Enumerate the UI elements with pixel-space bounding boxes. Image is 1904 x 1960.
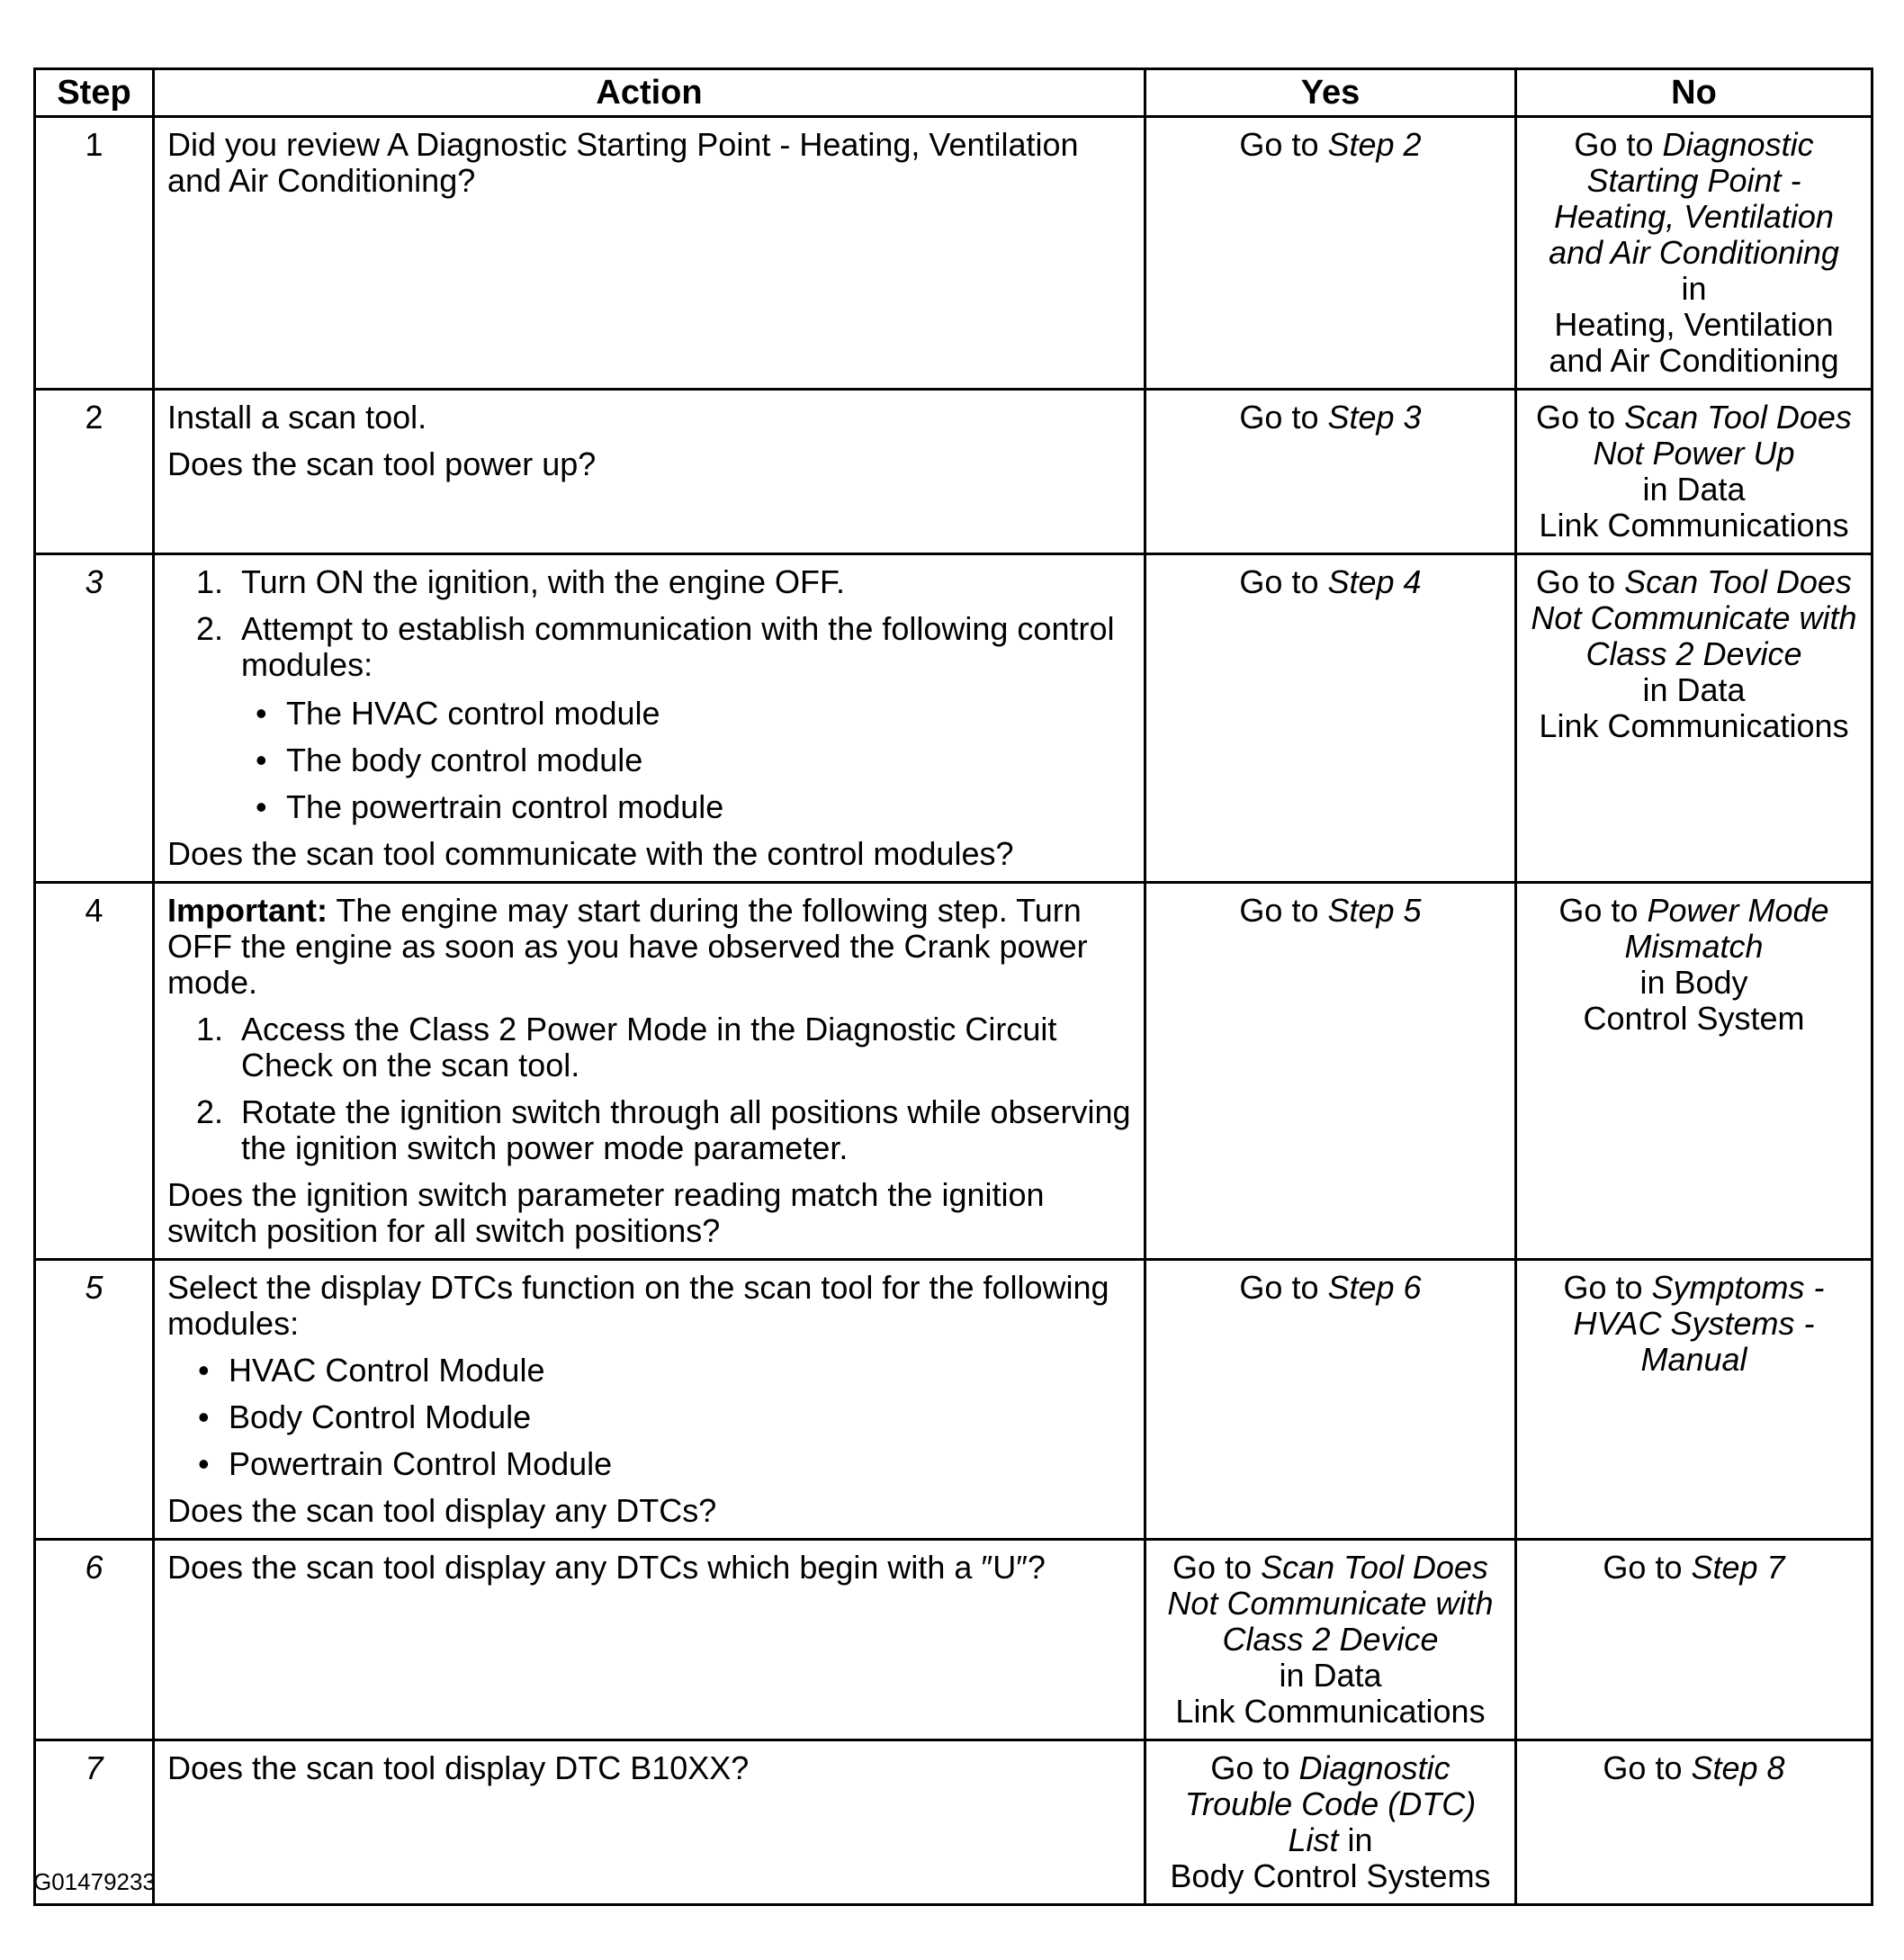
table-row [35,883,1873,1260]
numbered-list [167,1011,1131,1166]
bullet-icon: • [198,1352,210,1389]
action-cell [154,1740,1145,1905]
doc-link: Symptoms - [1651,1269,1825,1306]
table-row [35,554,1873,883]
list-item: • Body Control Module [198,1398,532,1435]
action-question: Does the scan tool display DTC B10XX? [167,1749,750,1786]
list-item: • The body control module [256,742,643,778]
doc-link: Scan Tool Does [1624,399,1852,436]
action-cell [154,1540,1145,1740]
action-question: Does the ignition switch parameter reading match the ignition switch position for all switch positions? [167,1176,1045,1249]
step-link: Step 4 [1327,563,1422,600]
list-item: 1. Turn ON the ignition, with the engine OFF. [196,563,845,600]
step-link: Step 6 [1327,1269,1422,1306]
no-cell: Go to Symptoms - HVAC Systems - Manual [1516,1260,1873,1540]
list-item: • HVAC Control Module [198,1352,545,1389]
action-question: Did you review A Diagnostic Starting Point - Heating, Ventilation and Air Conditioning? [167,126,1079,199]
step-number: 6 [35,1540,154,1740]
table-row [35,1540,1873,1740]
header-no: No [1516,69,1873,117]
doc-link: Diagnostic [1298,1749,1450,1786]
action-question: Does the scan tool display any DTCs? [167,1492,717,1529]
header-action: Action [154,69,1145,117]
step-link: Step 2 [1327,126,1422,163]
bullet-list [167,1353,1131,1482]
doc-link: Diagnostic [1662,126,1814,163]
action-cell [154,554,1145,883]
step-number: 7 [35,1740,154,1905]
yes-cell: Go to Step 3 [1145,390,1516,554]
step-number: 2 [35,390,154,554]
action-cell [154,883,1145,1260]
numbered-list [167,564,1131,683]
step-number: 3 [35,554,154,883]
table-row [35,390,1873,554]
step-link: Step 3 [1327,399,1422,436]
figure-id: G01479233 [33,1868,156,1895]
list-item: • The HVAC control module [256,695,660,732]
step-link: Step 5 [1327,892,1422,929]
bullet-icon: • [256,742,267,778]
header-yes: Yes [1145,69,1516,117]
yes-cell: Go to Step 6 [1145,1260,1516,1540]
important-label: Important: [167,892,328,929]
bullet-list [167,696,1131,825]
yes-cell: Go to Diagnostic Trouble Code (DTC) List in Body Control Systems [1145,1740,1516,1905]
no-cell: Go to Step 7 [1516,1540,1873,1740]
list-item: • The powertrain control module [256,788,724,825]
step-link: Step 8 [1691,1749,1785,1786]
list-item: 2. Rotate the ignition switch through all positions while observing the ignition switch power mode parameter. [196,1093,1131,1166]
action-cell [154,1260,1145,1540]
action-cell [154,117,1145,390]
doc-link: Power Mode [1647,892,1829,929]
bullet-icon: • [256,788,267,825]
bullet-icon: • [198,1445,210,1482]
doc-link: Scan Tool Does [1624,563,1852,600]
action-cell [154,390,1145,554]
header-step: Step [35,69,154,117]
header-row [35,69,1873,117]
action-question: Does the scan tool communicate with the control modules? [167,835,1014,872]
bullet-icon: • [256,695,267,732]
list-item: 1. Access the Class 2 Power Mode in the Diagnostic Circuit Check on the scan tool. [196,1011,1057,1083]
list-item: • Powertrain Control Module [198,1445,613,1482]
no-cell: Go to Scan Tool Does Not Communicate with Class 2 Device in Data Link Communications [1516,554,1873,883]
action-question: Does the scan tool power up? [167,445,597,482]
action-text: Install a scan tool. [167,399,427,436]
yes-cell: Go to Step 5 [1145,883,1516,1260]
step-number: 4 [35,883,154,1260]
yes-cell: Go to Step 2 [1145,117,1516,390]
step-number: 5 [35,1260,154,1540]
no-cell: Go to Diagnostic Starting Point - Heating, Ventilation and Air Conditioning in Heating, Ventilation and Air Conditioning [1516,117,1873,390]
no-cell: Go to Scan Tool Does Not Power Up in Data Link Communications [1516,390,1873,554]
table-row [35,1740,1873,1905]
no-cell: Go to Step 8 [1516,1740,1873,1905]
bullet-icon: • [198,1398,210,1435]
yes-cell: Go to Step 4 [1145,554,1516,883]
table-row [35,1260,1873,1540]
yes-cell: Go to Scan Tool Does Not Communicate with Class 2 Device in Data Link Communications [1145,1540,1516,1740]
table-row [35,117,1873,390]
step-number: 1 [35,117,154,390]
list-item: 2. Attempt to establish communication with the following control modules: [196,610,1115,683]
diagnostic-table [33,67,1873,1906]
action-text: Select the display DTCs function on the scan tool for the following modules: [167,1269,1109,1342]
important-note: Important: The engine may start during the following step. Turn OFF the engine as soon as you have observed the Crank power mode. [167,892,1088,1001]
action-question: Does the scan tool display any DTCs which begin with a ″U″? [167,1549,1046,1586]
doc-link: Scan Tool Does [1261,1549,1488,1586]
step-link: Step 7 [1691,1549,1785,1586]
no-cell: Go to Power Mode Mismatch in Body Control System [1516,883,1873,1260]
